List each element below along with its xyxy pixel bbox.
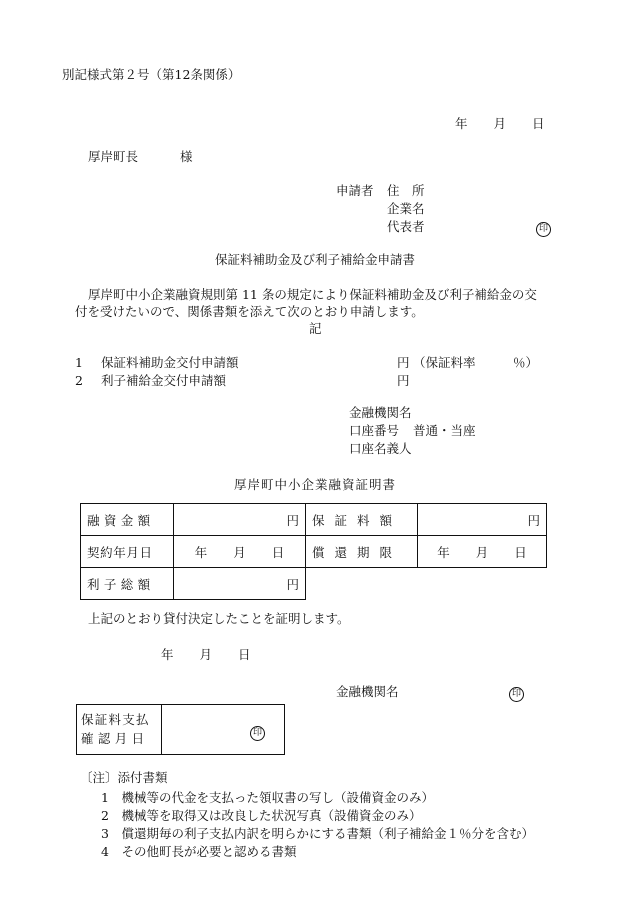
bank-bottom-label: 金融機関名 (336, 684, 399, 699)
cert-table (80, 503, 547, 600)
body-line-1: 厚岸町中小企業融資規則第 11 条の規定により保証料補助金及び利子補給金の交 (88, 287, 537, 302)
bank-account-no (349, 423, 476, 439)
total-interest-cell (174, 568, 306, 600)
item-1-unit: 円 (397, 355, 410, 370)
list-item: 3 償還期毎の利子支払内訳を明らかにする書類（利子補給金１％分を含む） (101, 826, 534, 841)
contract-date-label: 契約年月日 (81, 536, 174, 568)
total-interest-yen: 円 (286, 576, 299, 592)
contract-date-cell (174, 536, 306, 568)
notes-header: 〔注〕添付書類 (80, 770, 168, 785)
item-2-label: 利子補給金交付申請額 (101, 373, 227, 388)
item-2-unit: 円 (397, 373, 410, 388)
cert-date-month: 月 (199, 647, 213, 662)
contract-month: 月 (233, 544, 246, 560)
item-1-label: 保証料補助金交付申請額 (101, 355, 239, 370)
guarantee-fee-label: 保証料額 (306, 504, 418, 536)
guarantee-fee-cell (418, 504, 547, 536)
cert-statement: 上記のとおり貸付決定したことを証明します。 (88, 611, 350, 626)
confirm-box-line-1: 保証料支払 (81, 712, 150, 727)
addressee-honorific: 様 (180, 149, 193, 164)
cert-date (161, 647, 251, 663)
applicant-rep-label: 代表者 (387, 219, 425, 234)
date-line (455, 116, 545, 132)
repayment-deadline-cell (418, 536, 547, 568)
date-month: 月 (493, 116, 507, 131)
list-item: 4 その他町長が必要と認める書類 (101, 844, 297, 859)
contract-year: 年 (194, 544, 208, 560)
applicant-company-label: 企業名 (387, 201, 425, 216)
repayment-month: 月 (475, 544, 489, 560)
confirm-box-line-2: 確認月日 (81, 731, 149, 746)
cert-date-year: 年 (161, 647, 174, 662)
cert-date-day: 日 (238, 647, 251, 662)
repayment-year: 年 (437, 544, 450, 560)
applicant-address-label: 住 所 (387, 183, 425, 198)
list-item: 1 機械等の代金を支払った領収書の写し（設備資金のみ） (101, 790, 434, 805)
confirm-box-label-cell (77, 705, 162, 754)
date-day: 日 (532, 116, 545, 131)
bank-seal-icon: 印 (509, 687, 524, 702)
total-interest-label: 利子総額 (81, 568, 174, 600)
confirm-seal-icon: 印 (250, 726, 265, 741)
ki-mark: 記 (309, 321, 322, 336)
form-id: 別記様式第２号（第12条関係） (62, 67, 241, 82)
addressee-name: 厚岸町長 (88, 149, 139, 164)
table-row (81, 504, 547, 536)
date-year: 年 (455, 116, 468, 131)
contract-day: 日 (271, 544, 285, 560)
bank-account-type: 普通・当座 (413, 423, 476, 438)
item-2-num: 2 (75, 373, 83, 388)
guarantee-fee-yen: 円 (527, 512, 540, 528)
loan-amount-label: 融資金額 (81, 504, 174, 536)
item-1-num: 1 (75, 355, 83, 370)
loan-amount-cell (174, 504, 306, 536)
addressee (88, 149, 193, 165)
item-1-extra: （保証料率 ％） (413, 355, 539, 370)
bank-holder-label: 口座名義人 (349, 441, 412, 456)
repayment-day: 日 (514, 544, 527, 560)
cert-title: 厚岸町中小企業融資証明書 (233, 477, 396, 492)
table-row (81, 568, 547, 600)
page-title: 保証料補助金及び利子補給金申請書 (214, 252, 415, 267)
table-row (81, 536, 547, 568)
confirm-box (76, 704, 285, 755)
applicant-label: 申請者 (336, 183, 374, 198)
bank-account-no-label: 口座番号 (349, 423, 400, 438)
repayment-deadline-label: 償還期限 (306, 536, 418, 568)
body-line-2: 付を受けたいので、関係書類を添えて次のとおり申請します。 (75, 304, 424, 319)
list-item: 2 機械等を取得又は改良した状況写真（設備資金のみ） (101, 808, 422, 823)
applicant-seal-icon: 印 (536, 222, 551, 237)
bank-name-label: 金融機関名 (349, 405, 412, 420)
loan-amount-yen: 円 (286, 512, 299, 528)
